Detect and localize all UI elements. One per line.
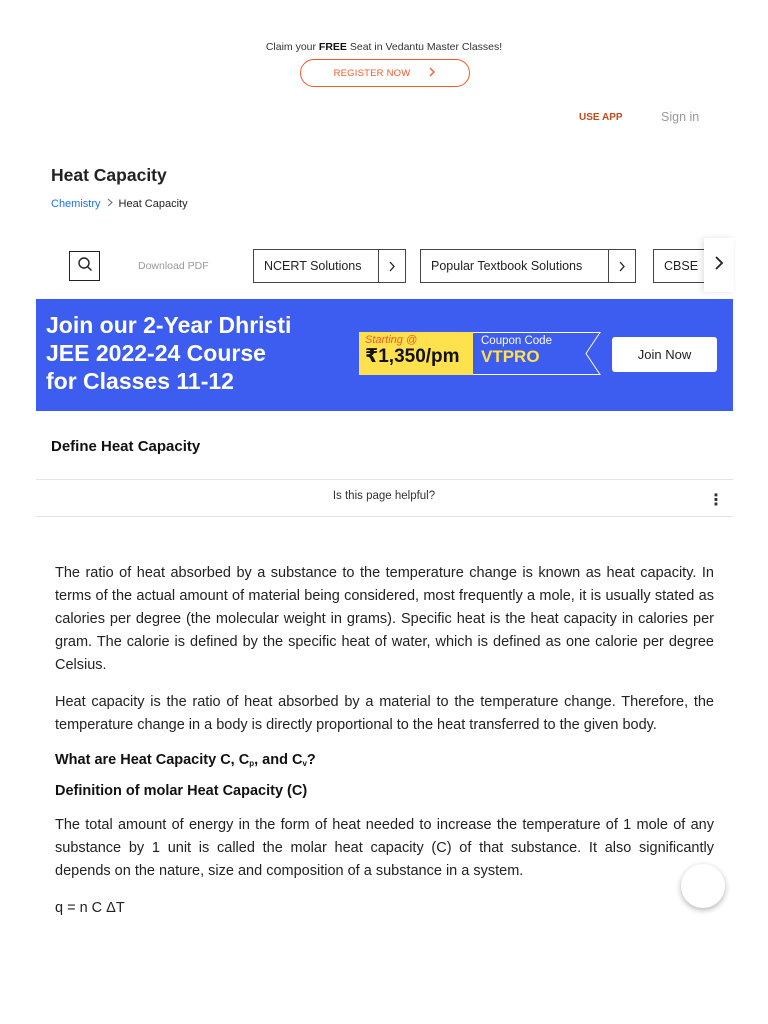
subheading-molar-heat-capacity: Definition of molar Heat Capacity (C) xyxy=(55,783,308,799)
breadcrumb-current: Heat Capacity xyxy=(118,198,188,210)
price-label: Starting @ xyxy=(365,334,418,346)
h3-part: ? xyxy=(306,752,316,768)
promo-text-bold: FREE xyxy=(318,41,347,53)
register-now-label: REGISTER NOW xyxy=(333,67,411,79)
chip-popular-textbook-solutions[interactable] xyxy=(420,249,636,283)
chevron-right-icon xyxy=(379,250,405,282)
breadcrumb xyxy=(51,198,188,210)
chip-label: NCERT Solutions xyxy=(254,250,379,282)
promo-text-before: Claim your xyxy=(265,41,319,53)
formula: q = n C ΔT xyxy=(55,900,125,916)
use-app-link[interactable]: USE APP xyxy=(579,112,623,123)
breadcrumb-separator-icon xyxy=(107,198,113,210)
chip-label: CBSE xyxy=(664,259,699,273)
promo-text xyxy=(0,41,768,53)
h3-sub-v: v xyxy=(302,759,307,768)
section-title: Define Heat Capacity xyxy=(51,438,201,455)
paragraph-1: The ratio of heat absorbed by a substance to the temperature change is known as heat capacity. In terms of the actual amount of material being considered, most frequently a mole, it is usually stated as calories per degree (the molecular weight in grams). Specific heat is the heat capacity in calories per gram. The calorie is defined by the specific heat of water, which is defined as one calorie per degree Celsius. xyxy=(55,565,714,673)
h3-part: What are Heat Capacity C, C xyxy=(55,752,250,768)
chevron-right-icon xyxy=(428,67,436,80)
coupon-label: Coupon Code xyxy=(481,335,552,347)
chevron-right-icon xyxy=(609,250,635,282)
more-options-icon[interactable]: ⋮ xyxy=(708,492,724,509)
helpful-text: Is this page helpful? xyxy=(332,490,436,502)
banner-line-1: Join our 2-Year Dhristi xyxy=(46,312,292,338)
search-button[interactable] xyxy=(69,251,100,281)
promo-text-after: Seat in Vedantu Master Classes! xyxy=(346,41,503,53)
price-value: ₹1,350/pm xyxy=(365,346,460,367)
coupon-box xyxy=(473,332,589,375)
article-content xyxy=(55,562,714,934)
h3-part: , and C xyxy=(254,752,303,768)
breadcrumb-chemistry-link[interactable]: Chemistry xyxy=(51,198,101,210)
join-now-button[interactable]: Join Now xyxy=(612,337,717,372)
banner-line-3: for Classes 11-12 xyxy=(46,368,234,394)
scroll-right-button[interactable] xyxy=(704,238,734,292)
subheading-heat-capacity-types xyxy=(55,749,714,775)
paragraph-2: Heat capacity is the ratio of heat absorbed by a material to the temperature change. Therefore, the temperature change in a body is directly proportional to the heat transferred to the given body. xyxy=(55,694,714,733)
chevron-right-icon xyxy=(714,255,724,276)
price-badge xyxy=(359,332,473,375)
banner-headline xyxy=(46,311,291,395)
coupon-notch-icon xyxy=(574,332,604,375)
download-pdf-link[interactable]: Download PDF xyxy=(138,260,209,272)
register-now-button[interactable] xyxy=(300,59,470,87)
banner-line-2: JEE 2022-24 Course xyxy=(46,340,266,366)
chip-label: Popular Textbook Solutions xyxy=(421,250,609,282)
paragraph-3: The total amount of energy in the form of heat needed to increase the temperature of 1 mole of any substance by 1 unit is called the molar heat capacity (C) of that substance. It also significantly depends on the nature, size and composition of a substance in a system. xyxy=(55,817,714,879)
search-icon xyxy=(77,256,93,277)
chip-ncert-solutions[interactable] xyxy=(253,249,406,283)
page-title: Heat Capacity xyxy=(51,165,167,185)
floating-action-button[interactable] xyxy=(681,864,725,908)
coupon-code: VTPRO xyxy=(481,347,540,366)
sign-in-link[interactable]: Sign in xyxy=(661,110,700,124)
h3-sub-p: p xyxy=(249,759,255,768)
promo-banner[interactable] xyxy=(36,299,733,411)
